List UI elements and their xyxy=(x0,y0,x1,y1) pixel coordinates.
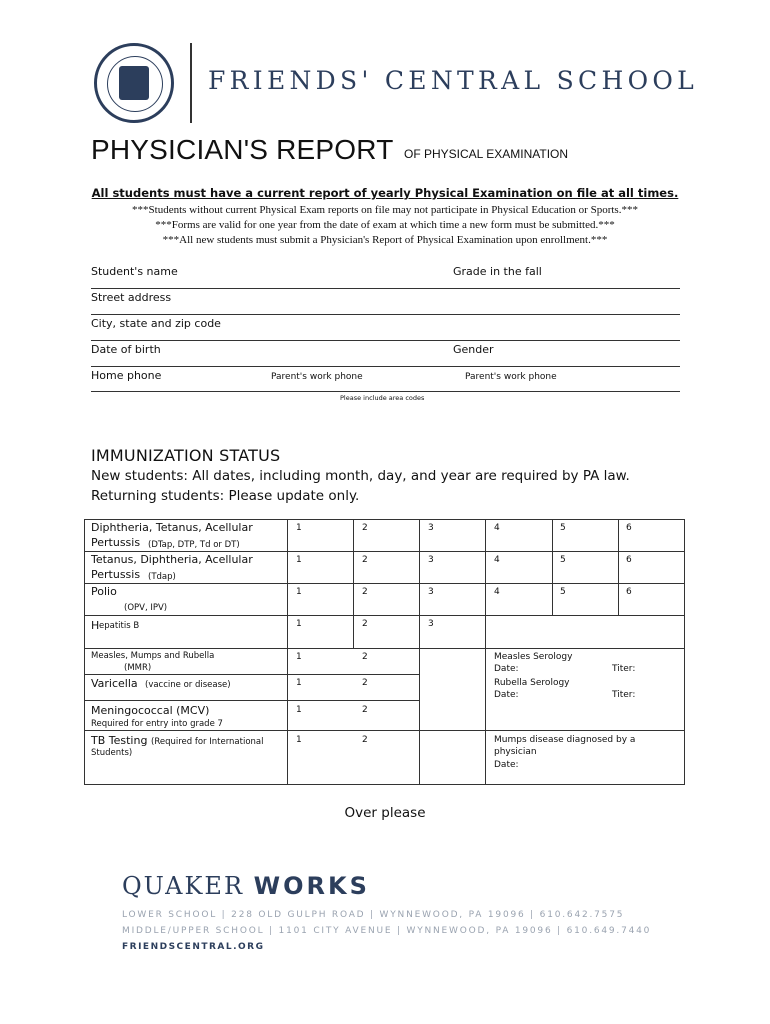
dose-number: 3 xyxy=(428,555,434,565)
rubella-titer-label: Titer: xyxy=(612,690,636,700)
row-mcv-note: Required for entry into grade 7 xyxy=(91,719,223,729)
table-divider xyxy=(353,519,354,649)
street-address-label: Street address xyxy=(91,291,172,304)
dose-number: 6 xyxy=(626,523,632,533)
dose-number: 4 xyxy=(494,587,500,597)
table-divider xyxy=(419,519,420,785)
dose-number: 1 xyxy=(296,705,302,715)
dose-number: 1 xyxy=(296,587,302,597)
school-name: FRIENDS' CENTRAL SCHOOL xyxy=(208,66,699,95)
row-tb-label: TB Testing xyxy=(91,734,148,747)
seal-emblem-icon xyxy=(119,66,149,100)
row-mcv-label: Meningococcal (MCV) xyxy=(91,704,210,717)
brand-light: QUAKER xyxy=(122,872,245,900)
mumps-date-label: Date: xyxy=(494,760,519,770)
row-tdap-label: Pertussis xyxy=(91,568,141,581)
dose-number: 5 xyxy=(560,523,566,533)
dose-number: 2 xyxy=(362,523,368,533)
dose-number: 5 xyxy=(560,587,566,597)
page-title: PHYSICIAN'S REPORT xyxy=(91,134,394,165)
city-label: City, state and zip code xyxy=(91,317,221,330)
dose-number: 4 xyxy=(494,555,500,565)
quaker-works-logo xyxy=(122,872,370,900)
immunization-heading: IMMUNIZATION STATUS xyxy=(91,446,281,465)
row-dtap-label: Pertussis xyxy=(91,536,141,549)
rubella-serology-label: Rubella Serology xyxy=(494,678,570,688)
notice-bold: All students must have a current report of yearly Physical Examination on file at all times. xyxy=(91,186,679,200)
notice-line-3: ***All new students must submit a Physician's Report of Physical Examination upon enrollment.*** xyxy=(162,234,608,246)
dose-number: 2 xyxy=(362,735,368,745)
dose-number: 2 xyxy=(362,555,368,565)
table-divider xyxy=(618,519,619,615)
dose-number: 1 xyxy=(296,735,302,745)
dose-number: 6 xyxy=(626,587,632,597)
new-students-note: New students: All dates, including month, day, and year are required by PA law. xyxy=(91,468,630,484)
dose-number: 1 xyxy=(296,678,302,688)
table-row-line xyxy=(84,674,419,675)
row-mmr-note: (MMR) xyxy=(124,663,152,673)
row-tb-note: (Required for International xyxy=(151,737,264,747)
dose-number: 4 xyxy=(494,523,500,533)
lower-school-address: LOWER SCHOOL | 228 OLD GULPH ROAD | WYNNEWOOD, PA 19096 | 610.642.7575 xyxy=(122,910,625,920)
row-tb-note: Students) xyxy=(91,748,133,758)
dob-label: Date of birth xyxy=(91,343,161,356)
row-polio-label: Polio xyxy=(91,585,117,598)
notice-line-1: ***Students without current Physical Exam reports on file may not participate in Physical Education or Sports.*** xyxy=(132,204,638,216)
gender-label: Gender xyxy=(453,343,494,356)
dose-number: 2 xyxy=(362,705,368,715)
dose-number: 2 xyxy=(362,619,368,629)
row-tdap-note: (Tdap) xyxy=(148,572,176,582)
dose-number: 1 xyxy=(296,619,302,629)
field-line xyxy=(91,366,680,367)
field-line xyxy=(91,314,680,315)
row-hep-b-label: epatitis B xyxy=(99,621,140,631)
field-line xyxy=(91,391,680,392)
area-code-note: Please include area codes xyxy=(340,394,425,402)
brand-bold: WORKS xyxy=(253,872,370,900)
rubella-date-label: Date: xyxy=(494,690,519,700)
upper-school-address: MIDDLE/UPPER SCHOOL | 1101 CITY AVENUE | WYNNEWOOD, PA 19096 | 610.649.7440 xyxy=(122,926,652,936)
row-varicella-note: (vaccine or disease) xyxy=(145,680,231,690)
measles-serology-label: Measles Serology xyxy=(494,652,573,662)
table-divider xyxy=(485,519,486,785)
returning-students-note: Returning students: Please update only. xyxy=(91,488,360,504)
home-phone-label: Home phone xyxy=(91,369,162,382)
field-line xyxy=(91,288,680,289)
header-divider xyxy=(190,43,192,123)
notice-line-2: ***Forms are valid for one year from the date of exam at which time a new form must be submitted.*** xyxy=(155,219,615,231)
row-tdap-label: Tetanus, Diphtheria, Acellular xyxy=(91,553,253,566)
mumps-label: Mumps disease diagnosed by a xyxy=(494,735,636,745)
row-polio-note: (OPV, IPV) xyxy=(124,603,168,613)
dose-number: 1 xyxy=(296,523,302,533)
page-subtitle: OF PHYSICAL EXAMINATION xyxy=(404,147,569,161)
table-row-line xyxy=(84,700,419,701)
table-row-line xyxy=(84,551,685,552)
measles-date-label: Date: xyxy=(494,664,519,674)
dose-number: 3 xyxy=(428,619,434,629)
dose-number: 1 xyxy=(296,652,302,662)
table-row-line xyxy=(84,583,685,584)
dose-number: 2 xyxy=(362,652,368,662)
row-dtap-label: Diphtheria, Tetanus, Acellular xyxy=(91,521,253,534)
dose-number: 5 xyxy=(560,555,566,565)
field-line xyxy=(91,340,680,341)
student-name-label: Student's name xyxy=(91,265,178,278)
dose-number: 3 xyxy=(428,523,434,533)
parent-work-phone-label: Parent's work phone xyxy=(271,372,363,382)
table-row-line xyxy=(84,648,685,649)
row-mmr-label: Measles, Mumps and Rubella xyxy=(91,651,215,661)
dose-number: 1 xyxy=(296,555,302,565)
dose-number: 2 xyxy=(362,587,368,597)
row-hep-b-initial: H xyxy=(91,619,100,632)
dose-number: 6 xyxy=(626,555,632,565)
parent-work-phone-label: Parent's work phone xyxy=(465,372,557,382)
row-varicella-label: Varicella xyxy=(91,677,138,690)
table-divider xyxy=(287,519,288,785)
school-seal-logo xyxy=(94,43,174,123)
dose-number: 2 xyxy=(362,678,368,688)
website-link[interactable]: FRIENDSCENTRAL.ORG xyxy=(122,942,265,952)
over-please: Over please xyxy=(344,805,426,821)
table-row-line xyxy=(84,730,685,731)
measles-titer-label: Titer: xyxy=(612,664,636,674)
grade-label: Grade in the fall xyxy=(453,265,542,278)
mumps-label: physician xyxy=(494,747,537,757)
row-dtap-note: (DTap, DTP, Td or DT) xyxy=(148,540,240,550)
table-row-line xyxy=(84,615,685,616)
dose-number: 3 xyxy=(428,587,434,597)
table-divider xyxy=(552,519,553,615)
